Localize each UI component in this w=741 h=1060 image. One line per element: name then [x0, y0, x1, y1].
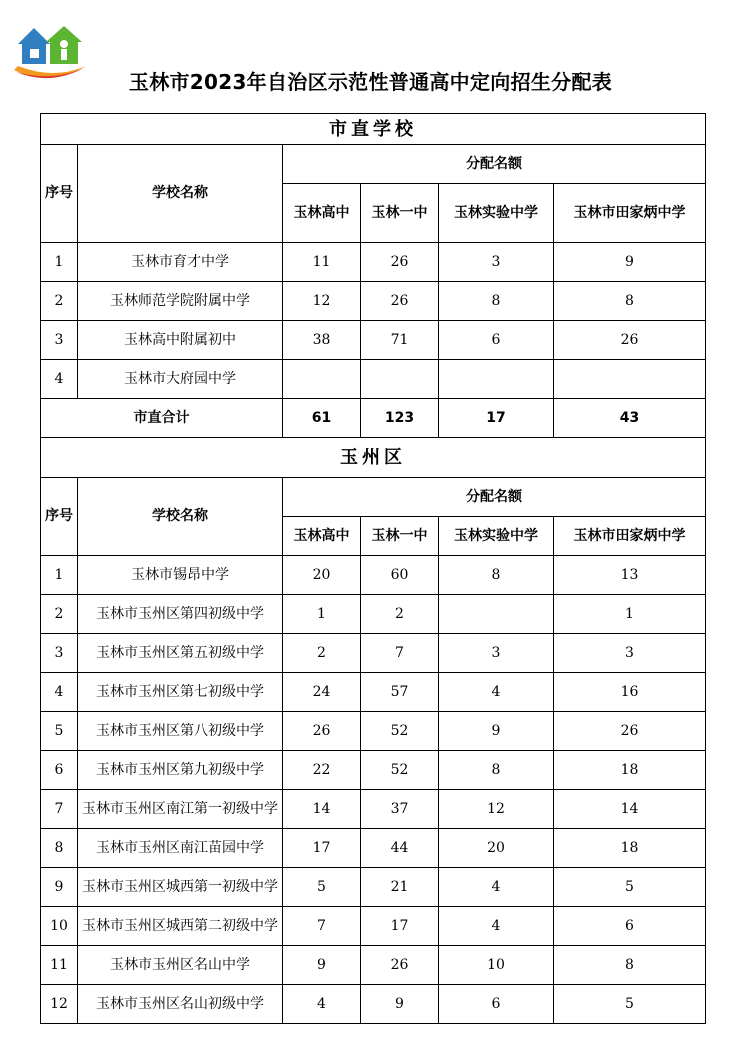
row-seq: 10 — [41, 907, 78, 946]
header-col-tianjiabing: 玉林市田家炳中学 — [554, 517, 706, 556]
row-value: 10 — [439, 946, 554, 985]
total-row — [41, 399, 706, 438]
header-seq: 序号 — [41, 478, 78, 556]
row-school-name: 玉林市玉州区第四初级中学 — [78, 595, 283, 634]
row-value: 26 — [554, 712, 706, 751]
header-school-name: 学校名称 — [78, 145, 283, 243]
header-allocation: 分配名额 — [283, 478, 706, 517]
header-col-yulin-experimental: 玉林实验中学 — [439, 184, 554, 243]
row-seq: 4 — [41, 360, 78, 399]
row-value: 4 — [439, 673, 554, 712]
row-value: 1 — [283, 595, 361, 634]
header-col-yulin-high: 玉林高中 — [283, 517, 361, 556]
row-value: 9 — [283, 946, 361, 985]
table-row — [41, 985, 706, 1024]
table-row — [41, 829, 706, 868]
table-row — [41, 243, 706, 282]
logo-person-body — [61, 49, 67, 60]
row-value: 20 — [283, 556, 361, 595]
row-value: 2 — [283, 634, 361, 673]
logo-house-blue — [18, 28, 50, 64]
row-value: 8 — [439, 282, 554, 321]
row-value: 18 — [554, 829, 706, 868]
total-label: 市直合计 — [41, 399, 283, 438]
allocation-table — [40, 113, 706, 1024]
row-value: 44 — [361, 829, 439, 868]
row-school-name: 玉林市玉州区南江第一初级中学 — [78, 790, 283, 829]
row-seq: 12 — [41, 985, 78, 1024]
table-row — [41, 360, 706, 399]
header-school-name: 学校名称 — [78, 478, 283, 556]
section-title-row — [41, 438, 706, 478]
header-allocation: 分配名额 — [283, 145, 706, 184]
row-value: 22 — [283, 751, 361, 790]
row-seq: 11 — [41, 946, 78, 985]
row-value: 4 — [439, 868, 554, 907]
row-value: 37 — [361, 790, 439, 829]
row-value — [554, 360, 706, 399]
row-value: 26 — [283, 712, 361, 751]
row-value: 20 — [439, 829, 554, 868]
row-value: 8 — [554, 946, 706, 985]
row-value: 26 — [554, 321, 706, 360]
row-value: 5 — [554, 985, 706, 1024]
row-seq: 9 — [41, 868, 78, 907]
row-seq: 5 — [41, 712, 78, 751]
total-value: 43 — [554, 399, 706, 438]
row-value: 17 — [283, 829, 361, 868]
table-row — [41, 907, 706, 946]
row-value: 13 — [554, 556, 706, 595]
row-school-name: 玉林市玉州区第九初级中学 — [78, 751, 283, 790]
header-col-yulin-no1: 玉林一中 — [361, 184, 439, 243]
total-value: 17 — [439, 399, 554, 438]
row-school-name: 玉林市大府园中学 — [78, 360, 283, 399]
header-row — [41, 478, 706, 517]
total-value: 61 — [283, 399, 361, 438]
row-value: 26 — [361, 282, 439, 321]
page-title: 玉林市2023年自治区示范性普通高中定向招生分配表 — [128, 70, 613, 94]
table-row — [41, 751, 706, 790]
total-value: 123 — [361, 399, 439, 438]
logo-window — [30, 49, 39, 58]
row-seq: 8 — [41, 829, 78, 868]
row-value: 6 — [439, 321, 554, 360]
row-value: 2 — [361, 595, 439, 634]
row-school-name: 玉林市玉州区第五初级中学 — [78, 634, 283, 673]
row-value: 71 — [361, 321, 439, 360]
header-seq: 序号 — [41, 145, 78, 243]
row-value: 9 — [554, 243, 706, 282]
table-row — [41, 673, 706, 712]
row-value: 9 — [361, 985, 439, 1024]
row-school-name: 玉林市玉州区城西第一初级中学 — [78, 868, 283, 907]
row-seq: 3 — [41, 634, 78, 673]
header-row — [41, 145, 706, 184]
row-value: 38 — [283, 321, 361, 360]
table-row — [41, 282, 706, 321]
row-value: 26 — [361, 946, 439, 985]
row-value: 57 — [361, 673, 439, 712]
row-school-name: 玉林市玉州区名山中学 — [78, 946, 283, 985]
row-seq: 1 — [41, 556, 78, 595]
table-row — [41, 868, 706, 907]
header-col-yulin-high: 玉林高中 — [283, 184, 361, 243]
row-value: 26 — [361, 243, 439, 282]
row-value: 24 — [283, 673, 361, 712]
row-school-name: 玉林高中附属初中 — [78, 321, 283, 360]
row-value: 6 — [554, 907, 706, 946]
row-school-name: 玉林市玉州区第七初级中学 — [78, 673, 283, 712]
section-title-city: 市直学校 — [41, 114, 706, 145]
row-school-name: 玉林市玉州区名山初级中学 — [78, 985, 283, 1024]
row-seq: 2 — [41, 282, 78, 321]
row-value: 18 — [554, 751, 706, 790]
section-title-row — [41, 114, 706, 145]
row-value: 4 — [283, 985, 361, 1024]
table-row — [41, 946, 706, 985]
row-value: 5 — [283, 868, 361, 907]
row-value — [361, 360, 439, 399]
row-school-name: 玉林市育才中学 — [78, 243, 283, 282]
row-seq: 2 — [41, 595, 78, 634]
row-value: 60 — [361, 556, 439, 595]
row-value: 11 — [283, 243, 361, 282]
row-value: 14 — [283, 790, 361, 829]
table-row — [41, 595, 706, 634]
row-value — [439, 595, 554, 634]
table-row — [41, 712, 706, 751]
table-row — [41, 634, 706, 673]
header-col-yulin-experimental: 玉林实验中学 — [439, 517, 554, 556]
table-row — [41, 321, 706, 360]
row-school-name: 玉林市玉州区城西第二初级中学 — [78, 907, 283, 946]
row-seq: 7 — [41, 790, 78, 829]
row-school-name: 玉林师范学院附属中学 — [78, 282, 283, 321]
row-value: 3 — [439, 243, 554, 282]
row-value: 16 — [554, 673, 706, 712]
row-value: 4 — [439, 907, 554, 946]
row-school-name: 玉林市锡昂中学 — [78, 556, 283, 595]
row-value: 52 — [361, 751, 439, 790]
header-col-tianjiabing: 玉林市田家炳中学 — [554, 184, 706, 243]
row-value: 9 — [439, 712, 554, 751]
row-value: 8 — [554, 282, 706, 321]
row-value: 12 — [283, 282, 361, 321]
row-value: 1 — [554, 595, 706, 634]
row-value: 52 — [361, 712, 439, 751]
row-value: 7 — [283, 907, 361, 946]
row-value: 6 — [439, 985, 554, 1024]
row-value: 5 — [554, 868, 706, 907]
row-school-name: 玉林市玉州区第八初级中学 — [78, 712, 283, 751]
row-value — [283, 360, 361, 399]
allocation-table-body — [41, 114, 706, 1024]
logo-person-head — [60, 40, 68, 48]
table-row — [41, 790, 706, 829]
row-value: 8 — [439, 751, 554, 790]
row-value: 3 — [554, 634, 706, 673]
row-value: 8 — [439, 556, 554, 595]
row-value: 21 — [361, 868, 439, 907]
row-value: 12 — [439, 790, 554, 829]
section-title-yuzhou: 玉州区 — [41, 438, 706, 478]
row-seq: 3 — [41, 321, 78, 360]
table-row — [41, 556, 706, 595]
header-col-yulin-no1: 玉林一中 — [361, 517, 439, 556]
row-value: 7 — [361, 634, 439, 673]
row-seq: 6 — [41, 751, 78, 790]
row-seq: 4 — [41, 673, 78, 712]
row-value: 14 — [554, 790, 706, 829]
row-value: 3 — [439, 634, 554, 673]
row-school-name: 玉林市玉州区南江苗园中学 — [78, 829, 283, 868]
row-value — [439, 360, 554, 399]
row-seq: 1 — [41, 243, 78, 282]
row-value: 17 — [361, 907, 439, 946]
